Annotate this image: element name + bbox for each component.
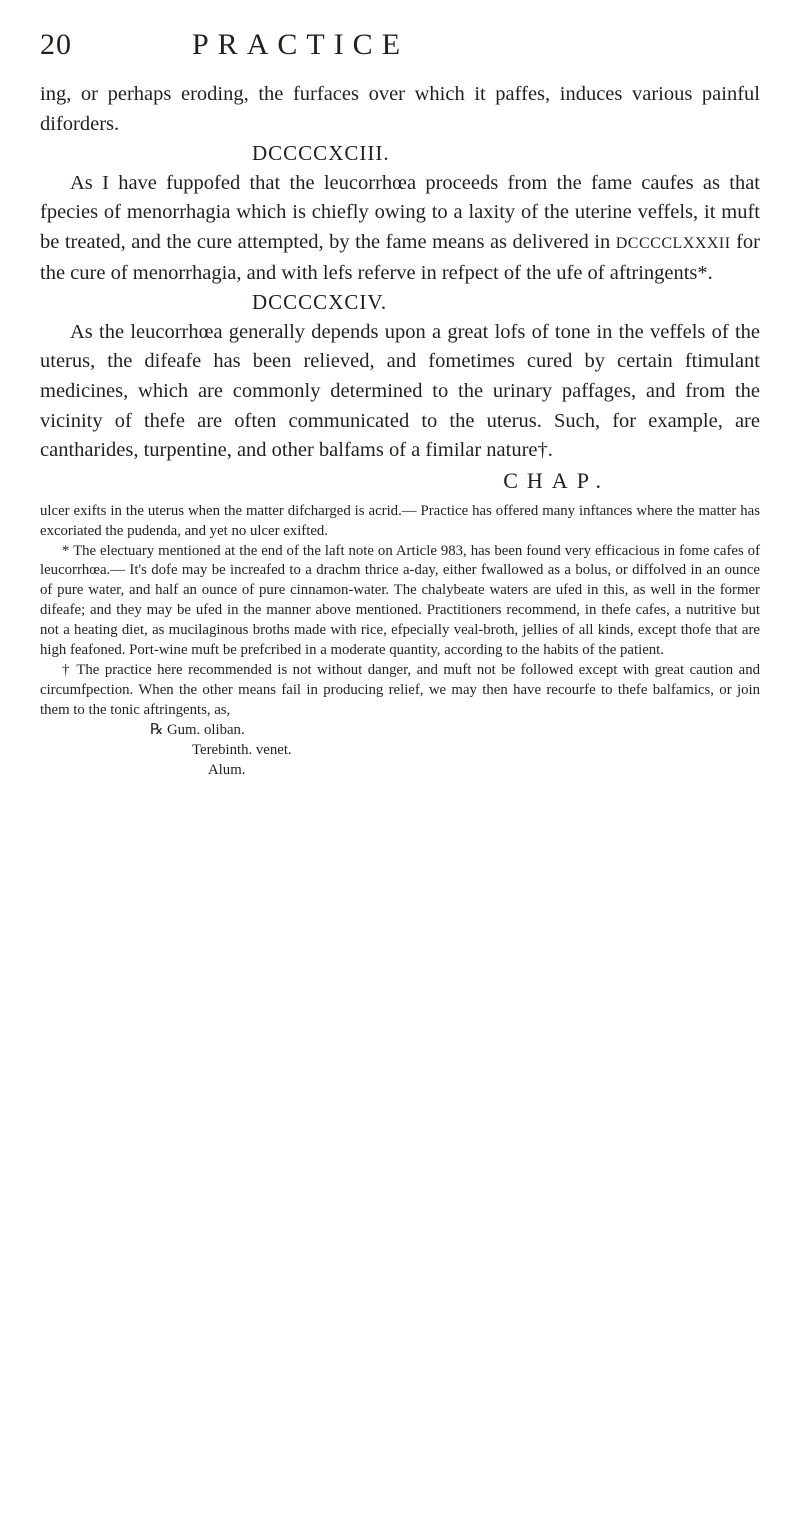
article-994-text: As the leucorrhœa generally depends upon a great lofs of tone in the veffels of the uterus, the difeafe has been relieved, and fometimes cured by certain ftimulant medicines, which are commonly determined to the urinary paffages, and from the vicinity of thefe are often communicated to the uterus. Such, for example, are cantharides, turpentine, and other balfams of a fimilar nature†.	[40, 320, 760, 462]
footnote-continued: ulcer exifts in the uterus when the matter difcharged is acrid.— Practice has offered many inftances where the matter has excoriated the pudenda, and yet no ulcer exifted.	[40, 502, 760, 539]
article-993-text	[40, 169, 760, 288]
article-reference: DCCCCLXXXII	[615, 234, 731, 252]
running-head	[40, 28, 760, 80]
footnote-dagger: † The practice here recommended is not without danger, and muft not be followed except with great caution and circumfpection. When the other means fail in producing relief, we may then have recourfe to thefe balfamics, or join them to the tonic aftringents, as,	[40, 661, 760, 718]
prescription-line-2: Terebinth. venet.	[192, 741, 292, 758]
footnote-star: * The electuary mentioned at the end of the laft note on Article 983, has been found very efficacious in fome cafes of leucorrhœa.— It's dofe may be increafed to a drachm thrice a-day, either fwallowed as a bolus, or diffolved in an ounce of pure water, and half an ounce of pure cinnamon-water. The chalybeate waters are ufed in this, as well in the former difeafe; and they may be ufed in the manner above mentioned. Practitioners recommend, in thefe cafes, a nutritive but not a heating diet, as mucilaginous broths made with rice, efpecially veal-broth, jellies of all kinds, except thofe that are high feafoned. Port-wine muft be prefcribed in a moderate quantity, according to the habits of the patient.	[40, 542, 760, 659]
prescription-line-1: ℞ Gum. oliban.	[150, 721, 245, 738]
chapter-heading: CHAP.	[503, 467, 610, 493]
article-993-text-start: As I have fuppofed that the leucorrhœa proceeds from the fame caufes as that fpecies of menorrhagia which is chiefly owing to a laxity of the uterine veffels, it muft be treated, and the cure attempted, by the fame means as delivered in	[40, 171, 760, 253]
footnotes	[40, 502, 760, 781]
running-title: PRACTICE	[192, 28, 410, 61]
article-number-994: DCCCCXCIV.	[252, 290, 388, 315]
prescription-line-3: Alum.	[208, 761, 246, 778]
article-993-text-end: for the cure of menorrhagia, and with lefs referve in refpect of the ufe of aftringents*.	[40, 230, 760, 284]
intro-paragraph: ing, or perhaps eroding, the furfaces over which it paffes, induces various painful diforders.	[40, 83, 760, 135]
page-number: 20	[40, 28, 72, 61]
book-page	[40, 28, 760, 780]
article-number-993: DCCCCXCIII.	[252, 141, 390, 166]
